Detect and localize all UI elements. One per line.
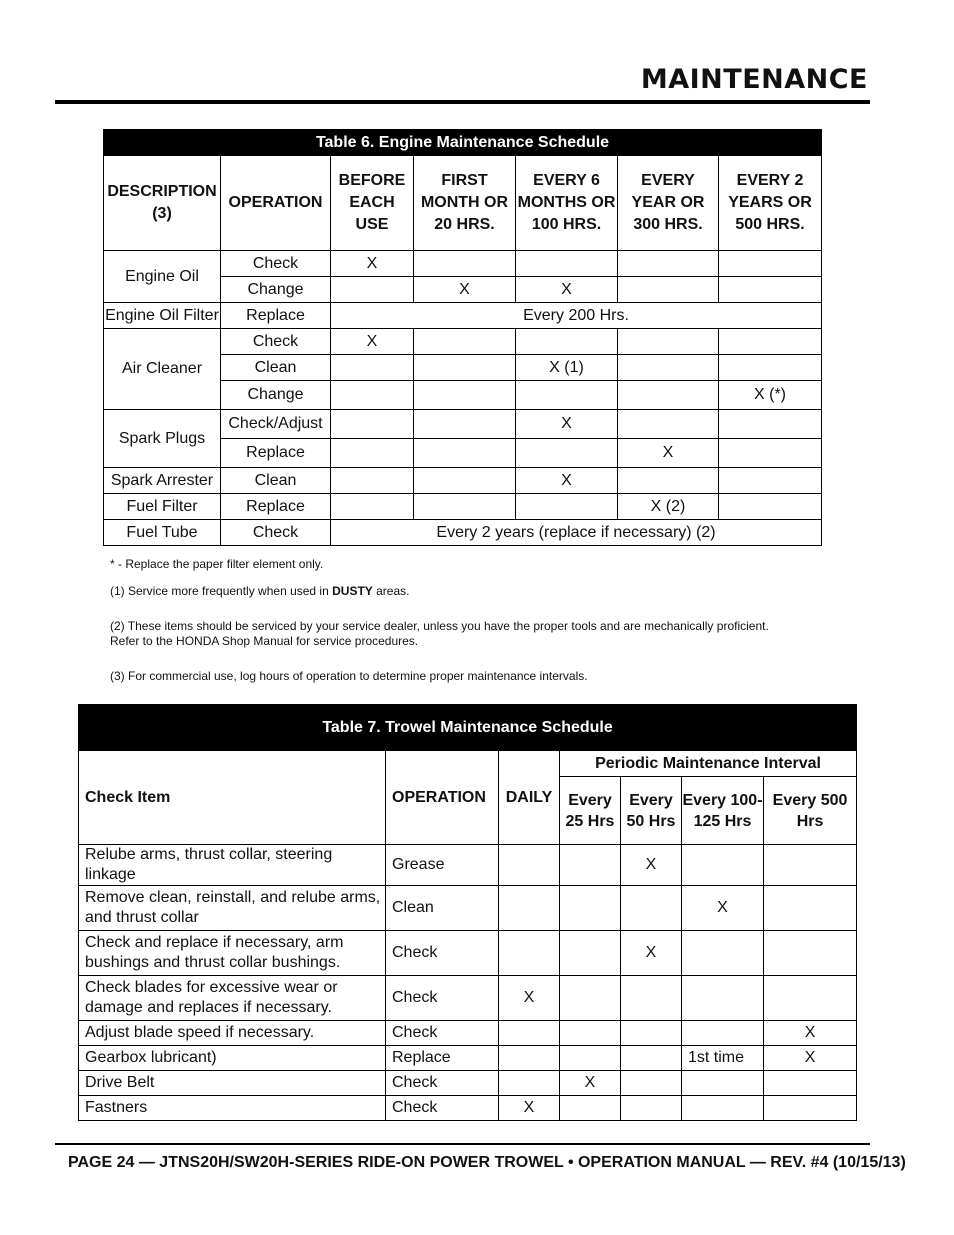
- check-item-cell: Gearbox lubricant): [79, 1046, 386, 1071]
- operation-cell: Clean: [221, 355, 331, 381]
- operation-cell: Grease: [386, 845, 499, 886]
- column-header: OPERATION: [221, 156, 331, 251]
- operation-cell: Change: [221, 277, 331, 303]
- column-header: Every 50 Hrs: [621, 777, 682, 845]
- interval-cell: X: [618, 439, 719, 468]
- table-row: Adjust blade speed if necessary. Check X: [79, 1021, 857, 1046]
- interval-cell: X: [414, 277, 516, 303]
- interval-cell: X: [516, 410, 618, 439]
- column-header: EVERY YEAR OR 300 HRS.: [618, 156, 719, 251]
- table-row: [104, 329, 822, 355]
- description-cell: Fuel Filter: [104, 494, 221, 520]
- dusty-emphasis: DUSTY: [332, 584, 373, 598]
- table-caption: Table 6. Engine Maintenance Schedule: [104, 130, 822, 156]
- description-cell: Engine Oil Filter: [104, 303, 221, 329]
- table-row: Drive Belt Check X: [79, 1071, 857, 1096]
- trowel-maintenance-table: [78, 704, 857, 1121]
- footnote-2: (2) These items should be serviced by your service dealer, unless you have the proper tools and are mechanically proficient. Refer to the HONDA Shop Manual for service procedures.: [110, 619, 769, 648]
- page-footer: PAGE 24 — JTNS20H/SW20H-SERIES RIDE-ON POWER TROWEL • OPERATION MANUAL — REV. #4 (10/15/13): [68, 1154, 906, 1171]
- check-item-cell: Relube arms, thrust collar, steering linkage: [79, 845, 386, 886]
- description-cell: Air Cleaner: [104, 329, 221, 410]
- table-row: Fastners Check X: [79, 1096, 857, 1121]
- engine-maintenance-table: [103, 129, 822, 546]
- table-row: Remove clean, reinstall, and relube arms, and thrust collar Clean X: [79, 886, 857, 931]
- footer-rule: [55, 1143, 870, 1145]
- table-row: Gearbox lubricant) Replace 1st time X: [79, 1046, 857, 1071]
- operation-cell: Check: [221, 251, 331, 277]
- interval-cell: X (*): [719, 381, 822, 410]
- check-item-cell: Fastners: [79, 1096, 386, 1121]
- table-caption: Table 7. Trowel Maintenance Schedule: [79, 705, 857, 751]
- check-item-cell: Adjust blade speed if necessary.: [79, 1021, 386, 1046]
- column-header: DAILY: [499, 751, 560, 845]
- interval-cell: Every 2 years (replace if necessary) (2): [331, 520, 822, 546]
- interval-cell: X: [331, 251, 414, 277]
- interval-cell: X (2): [618, 494, 719, 520]
- table-row: Check and replace if necessary, arm bushings and thrust collar bushings. Check X: [79, 931, 857, 976]
- check-item-cell: Check blades for excessive wear or damage and replaces if necessary.: [79, 976, 386, 1021]
- description-cell: Spark Arrester: [104, 468, 221, 494]
- operation-cell: Clean: [221, 468, 331, 494]
- table-row: Check blades for excessive wear or damage and replaces if necessary. Check X: [79, 976, 857, 1021]
- table-row: [104, 468, 822, 494]
- operation-cell: Check: [386, 1096, 499, 1121]
- column-header: Every 500 Hrs: [764, 777, 857, 845]
- operation-cell: Replace: [221, 439, 331, 468]
- header-rule: [55, 100, 870, 104]
- column-header: BEFORE EACH USE: [331, 156, 414, 251]
- footnote-1: (1) Service more frequently when used in DUSTY areas.: [110, 584, 410, 598]
- interval-cell: X (1): [516, 355, 618, 381]
- operation-cell: Change: [221, 381, 331, 410]
- table-row: [104, 410, 822, 439]
- column-header: Every 25 Hrs: [560, 777, 621, 845]
- interval-cell: X: [516, 277, 618, 303]
- check-item-cell: Remove clean, reinstall, and relube arms, and thrust collar: [79, 886, 386, 931]
- operation-cell: Check: [386, 1021, 499, 1046]
- description-cell: Spark Plugs: [104, 410, 221, 468]
- column-header: Check Item: [79, 751, 386, 845]
- table-row: [104, 520, 822, 546]
- description-cell: Fuel Tube: [104, 520, 221, 546]
- table-row: [104, 494, 822, 520]
- check-item-cell: Drive Belt: [79, 1071, 386, 1096]
- periodic-interval-header: Periodic Maintenance Interval: [560, 751, 857, 777]
- operation-cell: Check: [386, 1071, 499, 1096]
- description-cell: Engine Oil: [104, 251, 221, 303]
- footnote-3: (3) For commercial use, log hours of operation to determine proper maintenance intervals.: [110, 669, 588, 683]
- column-header: DESCRIPTION (3): [104, 156, 221, 251]
- column-header: EVERY 2 YEARS OR 500 HRS.: [719, 156, 822, 251]
- table-row: [104, 303, 822, 329]
- column-header: FIRST MONTH OR 20 HRS.: [414, 156, 516, 251]
- operation-cell: Replace: [221, 303, 331, 329]
- column-header: OPERATION: [386, 751, 499, 845]
- operation-cell: Replace: [386, 1046, 499, 1071]
- check-item-cell: Check and replace if necessary, arm bushings and thrust collar bushings.: [79, 931, 386, 976]
- operation-cell: Check/Adjust: [221, 410, 331, 439]
- table-row: Relube arms, thrust collar, steering linkage Grease X: [79, 845, 857, 886]
- interval-cell: X: [516, 468, 618, 494]
- operation-cell: Check: [221, 329, 331, 355]
- page-title: MAINTENANCE: [640, 64, 868, 95]
- interval-cell: Every 200 Hrs.: [331, 303, 822, 329]
- operation-cell: Check: [386, 976, 499, 1021]
- operation-cell: Clean: [386, 886, 499, 931]
- operation-cell: Check: [221, 520, 331, 546]
- operation-cell: Check: [386, 931, 499, 976]
- footnote-star: * - Replace the paper filter element only.: [110, 557, 324, 571]
- column-header: EVERY 6 MONTHS OR 100 HRS.: [516, 156, 618, 251]
- operation-cell: Replace: [221, 494, 331, 520]
- interval-cell: X: [331, 329, 414, 355]
- column-header: Every 100-125 Hrs: [682, 777, 764, 845]
- table-row: [104, 251, 822, 277]
